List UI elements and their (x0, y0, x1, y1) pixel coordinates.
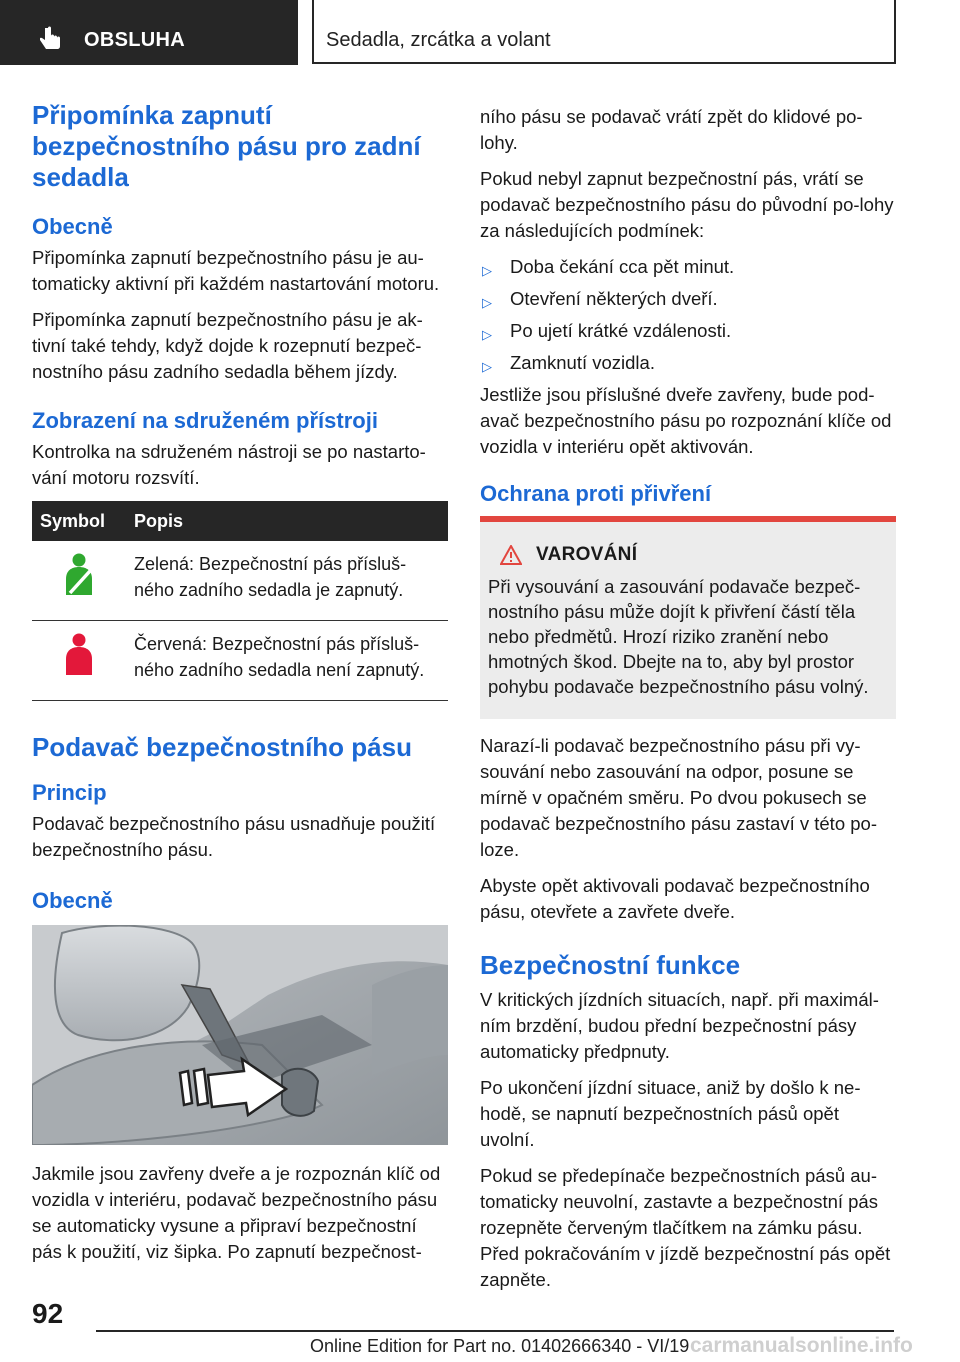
paragraph: Pokud nebyl zapnut bezpečnostní pás, vrátí se podavač bezpečnostního pásu do původní po-lohy za následujících podmínek: (480, 168, 894, 241)
heading-cluster-display: Zobrazení na sdruženém přístroji (32, 408, 378, 433)
paragraph: Abyste opět aktivovali podavač bezpečnostního pásu, otevřete a zavřete dveře. (480, 875, 870, 922)
section-header (312, 0, 896, 64)
warning-text: Při vysouvání a zasouvání podavače bezpeč-nostního pásu může dojít k přivření částí těla nebo předmětů. Hrozí riziko zranění nebo hmotných škod. Dbejte na to, aby byl prostor pohybu podavače bezpečnostního pásu volný. (488, 576, 869, 697)
triangle-bullet-icon: ▷ (482, 327, 492, 342)
table-cell-description: Červená: Bezpečnostní pás přísluš-ného zadního sedadla není zapnutý. (126, 621, 448, 701)
paragraph: Kontrolka na sdruženém nástroji se po nastarto-vání motoru rozsvítí. (32, 441, 426, 488)
table-cell-description: Zelená: Bezpečnostní pás přísluš-ného zadního sedadla je zapnutý. (126, 541, 448, 621)
triangle-bullet-icon: ▷ (482, 295, 492, 310)
right-column (480, 104, 896, 1303)
triangle-bullet-icon: ▷ (482, 263, 492, 278)
table-header-symbol: Symbol (32, 501, 126, 541)
list-item: ▷ Po ujetí krátké vzdálenosti. (480, 318, 896, 344)
triangle-bullet-icon: ▷ (482, 359, 492, 374)
table-header-description: Popis (126, 501, 448, 541)
header-tab-label: OBSLUHA (84, 29, 185, 51)
warning-title: VAROVÁNÍ (536, 544, 638, 565)
heading-general-1: Obecně (32, 214, 113, 239)
list-item: ▷ Otevření některých dveří. (480, 286, 896, 312)
paragraph: Jestliže jsou příslušné dveře zavřeny, bude pod-avač bezpečnostního pásu po rozpoznání klíče od vozidla v interiéru opět aktivován. (480, 384, 892, 457)
page-number: 92 (32, 1298, 64, 1329)
footer-edition: Online Edition for Part no. 01402666340 - VI/19 (310, 1336, 690, 1356)
heading-safety-function: Bezpečnostní funkce (480, 950, 741, 980)
section-title: Sedadla, zrcátka a volant (326, 29, 551, 51)
seatbelt-green-icon (64, 553, 94, 597)
table-row (32, 541, 448, 621)
left-column (32, 100, 448, 1275)
watermark: carmanualsonline.info (690, 1334, 913, 1357)
paragraph: Pokud se předepínače bezpečnostních pásů au-tomaticky neuvolní, zastavte a bezpečnostní pás rozepněte červeným tlačítkem na zámku pásu. Před pokračováním v jízdě bezpečnostní pás opět zapněte. (480, 1165, 891, 1290)
paragraph: Po ukončení jízdní situace, aniž by došlo k ne-hodě, se napnutí bezpečnostních pásů opět uvolní. (480, 1077, 861, 1150)
footer-rule (96, 1330, 894, 1332)
paragraph: Připomínka zapnutí bezpečnostního pásu je au-tomaticky aktivní při každém nastartování motoru. (32, 247, 440, 294)
paragraph: ního pásu se podavač vrátí zpět do klidové po-lohy. (480, 106, 863, 153)
heading-general-2: Obecně (32, 888, 113, 913)
warning-triangle-icon (500, 545, 522, 565)
heading-principle: Princip (32, 780, 107, 805)
table-row (32, 621, 448, 701)
symbol-table (32, 501, 448, 701)
paragraph: Narazí-li podavač bezpečnostního pásu při vy-souvání nebo zasouvání na odpor, posune se mírně v opačném směru. Po dvou pokusech se podavač bezpečnostního pásu zastaví v této po-loze. (480, 735, 877, 860)
heading-seatbelt-reminder: Připomínka zapnutí bezpečnostního pásu pro zadní sedadla (32, 100, 421, 192)
paragraph: Podavač bezpečnostního pásu usnadňuje použití bezpečnostního pásu. (32, 813, 436, 860)
seatbelt-red-icon (64, 633, 94, 677)
heading-pinch-protection: Ochrana proti přivření (480, 481, 712, 506)
list-item: ▷ Zamknutí vozidla. (480, 350, 896, 376)
paragraph: Jakmile jsou zavřeny dveře a je rozpoznán klíč od vozidla v interiéru, podavač bezpečnostního pásu se automaticky vysune a připraví bezpečnostní pás k použití, viz šipka. Po zapnutí bezpečnost- (32, 1163, 441, 1262)
list-item: ▷ Doba čekání cca pět minut. (480, 254, 896, 280)
conditions-list (480, 254, 896, 376)
paragraph: Připomínka zapnutí bezpečnostního pásu je ak-tivní také tehdy, když dojde k rozepnutí bezpeč-nostního pásu zadního sedadla během jízdy. (32, 309, 423, 382)
paragraph: V kritických jízdních situacích, např. při maximál-ním brzdění, budou přední bezpečnostní pásy automaticky předpnuty. (480, 989, 879, 1062)
hand-pointer-icon (40, 26, 62, 52)
header-tab (0, 0, 298, 65)
warning-box (480, 516, 896, 719)
heading-belt-presenter: Podavač bezpečnostního pásu (32, 732, 412, 762)
belt-presenter-illustration (32, 925, 448, 1145)
